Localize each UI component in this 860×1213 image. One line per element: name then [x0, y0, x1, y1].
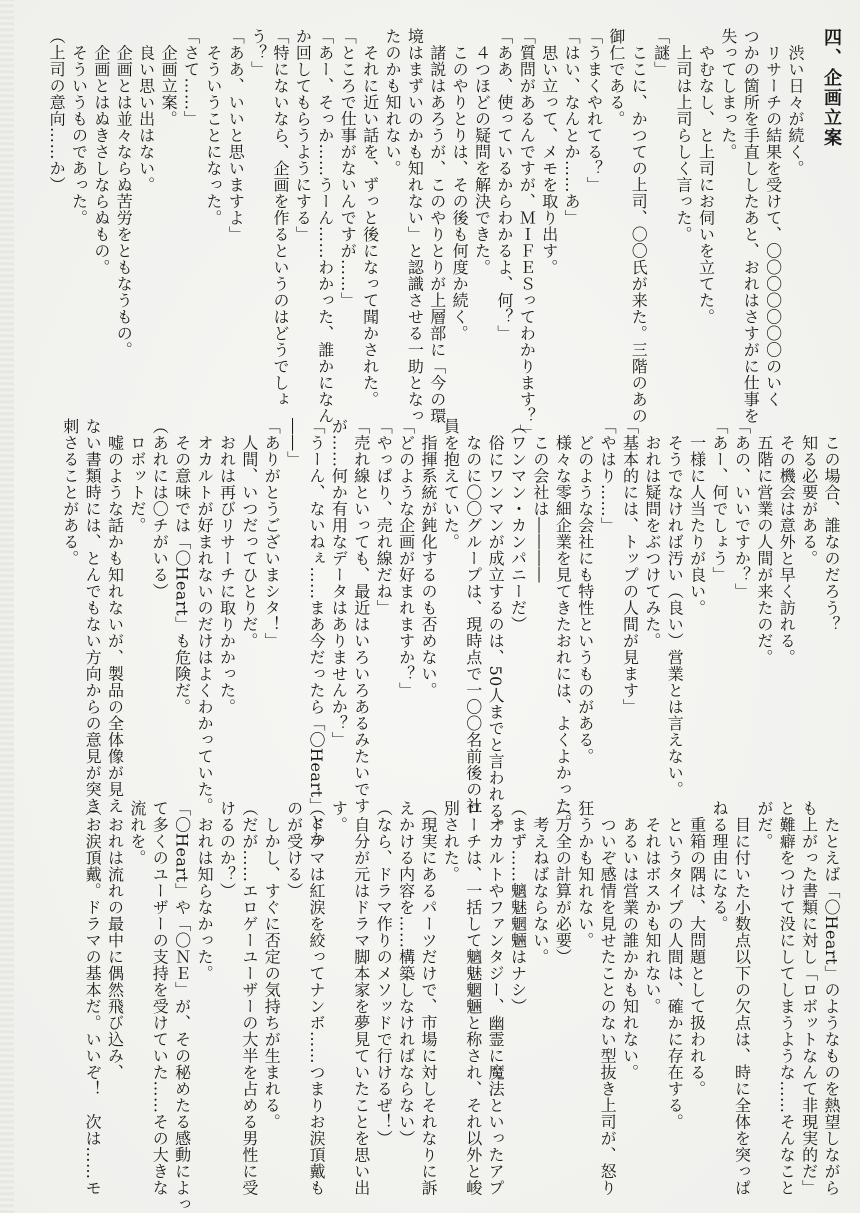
text-line: しかし、すぐに否定の気持ちが生まれる。 — [262, 800, 282, 1130]
text-line: そうでなければ汚い（良い）営業とは言えない。 — [665, 418, 685, 798]
text-line: 良い思い出はない。 — [136, 28, 156, 193]
text-line: ４つほどの疑問を解決できた。 — [472, 28, 492, 276]
text-line: （ワンマン・カンパニーだ） — [508, 418, 528, 633]
text-line: 指揮系統が鈍化するのも否めない。 — [418, 418, 438, 699]
text-line: （なら、ドラマ作りのメソッドで行けるぜ！） — [374, 800, 394, 1147]
text-line: 考えねばならない。 — [530, 800, 550, 965]
text-line: このやりとりは、その後も何度か続く。 — [450, 28, 470, 342]
text-line: ローチは、一括して魑魅魍魎と称され、それ以外と峻 — [463, 800, 483, 1196]
text-line: （まず……魑魅魍魎はナシ） — [508, 800, 528, 1015]
text-line: 五階に営業の人間が来たのだ。 — [754, 418, 774, 666]
text-line: 知る必要がある。 — [799, 418, 819, 567]
text-line: （現実にあるパーツだけで、市場に対しそれなりに訴 — [418, 800, 438, 1196]
text-line: も上がった書類に対し「ロボットなんて非現実的だ」 — [799, 800, 819, 1196]
text-line: つかの箇所を手直ししたあと、おれはさすがに仕事を — [741, 28, 761, 424]
text-line: おれは再びリサーチに取りかかった。 — [217, 418, 237, 715]
text-line: 「〇Heart」や「〇ＮＥ」が、その秘めたる感動によっ — [172, 800, 192, 1213]
text-line: のが受ける） — [284, 800, 304, 899]
text-line: そういうものであった。 — [69, 28, 89, 226]
text-line: 「ああ、使っているからわかるよ、何？」 — [494, 28, 514, 342]
text-line: リサーチの結果を受けて、〇〇〇〇〇〇〇のいく — [763, 28, 783, 408]
text-line: 「うーん、ないねぇ……まあ今だったら「〇Heart」とか — [307, 418, 327, 848]
text-line: て多くのユーザーの支持を受けていた……その大きな — [150, 800, 170, 1196]
text-line: 「ああ、いいと思いますよ」 — [226, 28, 246, 243]
text-line: 「特にないなら、企画を作るというのはどうでしょ — [271, 28, 291, 408]
text-line: 様々な零細企業を見てきたおれには、よくよかった。 — [553, 418, 573, 831]
text-line: 「やはり……」 — [598, 418, 618, 534]
text-line: 上司は上司らしく言った。 — [674, 28, 694, 243]
text-line: 別された。 — [441, 800, 461, 883]
text-line: 「やっぱり、売れ線だね」 — [374, 418, 394, 616]
text-line: 流れを。 — [127, 800, 147, 866]
text-line: 企画とは並々ならぬ苦労をともなうもの。 — [114, 28, 134, 358]
text-line: その意味では「〇Heart」も危険だ。 — [172, 418, 192, 716]
text-line: 一様に人当たりが良い。 — [687, 418, 707, 616]
text-line: 「売れ線といっても、最近はいろいろあるみたいです — [351, 418, 371, 814]
text-line: ない書類時には、とんでもない方向からの意見が突き — [83, 418, 103, 814]
text-line: 企画とはぬきさしならぬもの。 — [91, 28, 111, 276]
text-tier-3 — [70, 800, 842, 1213]
text-line: 自分が元はドラマ脚本家を夢見ていたことを思い出 — [351, 800, 371, 1196]
text-line: がだ。 — [754, 800, 774, 850]
text-line: （あれには〇チがいる） — [150, 418, 170, 600]
text-line: なのに〇〇グループは、現時点で一〇〇名前後の社 — [463, 418, 483, 814]
text-tier-1 — [47, 28, 842, 441]
text-line: 企画立案。 — [159, 28, 179, 127]
text-line: 重箱の隅は、大問題として扱われる。 — [687, 800, 707, 1097]
text-line: 「謎」 — [651, 28, 671, 78]
text-line: ――」 — [284, 418, 304, 468]
text-line: 「ありがとうございまシタ！」 — [262, 418, 282, 649]
text-line: 刺さることがある。 — [60, 418, 80, 567]
section-heading: 四、企画立案 — [821, 28, 842, 148]
text-line: （万全の計算が必要） — [553, 800, 573, 965]
text-line: この会社は―――― — [530, 418, 550, 583]
text-line: す。 — [329, 800, 349, 833]
text-line: ねる理由になる。 — [710, 800, 730, 932]
text-line: 「あー、何でしょう」 — [710, 418, 730, 583]
text-line: 「はい、なんとか……あ」 — [562, 28, 582, 226]
text-line: 思い立って、メモを取り出す。 — [539, 28, 559, 276]
text-line: 渋い日々が続く。 — [786, 28, 805, 177]
text-line: 御仁である。 — [606, 28, 626, 127]
text-line: 失ってしまった。 — [718, 28, 738, 160]
text-line: やむなし、と上司にお伺いを立てた。 — [696, 28, 716, 325]
text-line: えかける内容を……構築しなければならない） — [396, 800, 416, 1147]
text-line: おれは疑問をぶつけてみた。 — [642, 418, 662, 649]
text-line: 嘘のような話かも知れないが、製品の全体像が見え — [105, 418, 125, 814]
text-line: 「さて……」 — [181, 28, 201, 127]
text-line: けるのか？） — [217, 800, 237, 899]
text-line: おれは知らなかった。 — [195, 800, 215, 982]
text-line: か回してもらうようにする」 — [293, 28, 313, 243]
text-line: そういうことになった。 — [203, 28, 223, 226]
text-line: 「基本的には、トップの人間が見ます」 — [620, 418, 640, 715]
text-line: ここに、かつての上司、〇〇氏が来た。三階のあの — [629, 28, 649, 424]
text-line: 狂うかも知れない。 — [575, 800, 595, 949]
text-line: オカルトやファンタジー、幽霊に魔法といったアプ — [486, 800, 506, 1196]
text-line: 「あの、いいですか？」 — [732, 418, 752, 600]
page-edge — [0, 0, 14, 1213]
text-line: （上司の意向……か） — [47, 28, 67, 193]
text-line: （だが……エロゲーユーザーの大半を占める男性に受 — [239, 800, 259, 1196]
text-line: それに近い話を、ずっと後になって聞かされた。 — [360, 28, 380, 408]
text-line: どのような会社にも特性というものがある。 — [575, 418, 595, 765]
text-line: というタイプの人間は、確かに存在する。 — [665, 800, 685, 1130]
text-line: ついぞ感情を見せたことのない型抜き上司が、怒り — [598, 800, 618, 1196]
text-line: この場合、誰なのだろう？ — [822, 418, 841, 633]
text-line: その機会は意外と早く訪れる。 — [777, 418, 797, 666]
text-line: 「あー、そっか……うーん……わかった、誰かになん — [315, 28, 335, 424]
text-line: う？」 — [248, 28, 268, 78]
text-line: が……何か有用なデータはありませんか？」 — [329, 418, 349, 748]
text-line: ロボットだ。 — [127, 418, 147, 534]
text-line: 「ところで仕事がないんですが……」 — [338, 28, 358, 309]
text-line: たとえば「〇Heart」のようなものを熱望しながら — [822, 800, 841, 1197]
text-line: （お涙頂戴。ドラマの基本だ。いいぞ！ 次は……モ — [83, 800, 103, 1196]
text-line: おれは流れの最中に偶然飛び込み、 — [105, 800, 125, 1081]
text-line: 「うまくやれてる？」 — [584, 28, 604, 193]
text-line: 境はまずいのかも知れない」と認識させる一助となっ — [405, 28, 425, 424]
text-line: 諸説はあろうが、このやりとりが上層部に「今の環 — [427, 28, 447, 424]
text-line: オカルトが好まれないのだけはよくわかっていた。 — [195, 418, 215, 814]
text-line: それはボスかも知れない。 — [642, 800, 662, 1015]
text-line: たのかも知れない。 — [382, 28, 402, 177]
text-line: と難癖をつけて没にしてしまうような……そんなこと — [777, 800, 797, 1196]
text-line: 人間、いつだってひとりだ。 — [239, 418, 259, 649]
text-line: 員を抱えていた。 — [441, 418, 461, 550]
text-line: 「質問があるんですが、ＭＩＦＥＳってわかります？」 — [517, 28, 537, 441]
text-line: 目に付いた小数点以下の欠点は、時に全体を突っぱ — [732, 800, 752, 1196]
text-line: あるいは営業の誰かかも知れない。 — [620, 800, 640, 1081]
text-line: （ドラマは紅涙を絞ってナンボ……つまりお涙頂戴も — [307, 800, 327, 1196]
text-line: 「どのような企画が好まれますか？」 — [396, 418, 416, 699]
text-line: 俗にワンマンが成立するのは、50人までと言われる。 — [486, 418, 506, 836]
